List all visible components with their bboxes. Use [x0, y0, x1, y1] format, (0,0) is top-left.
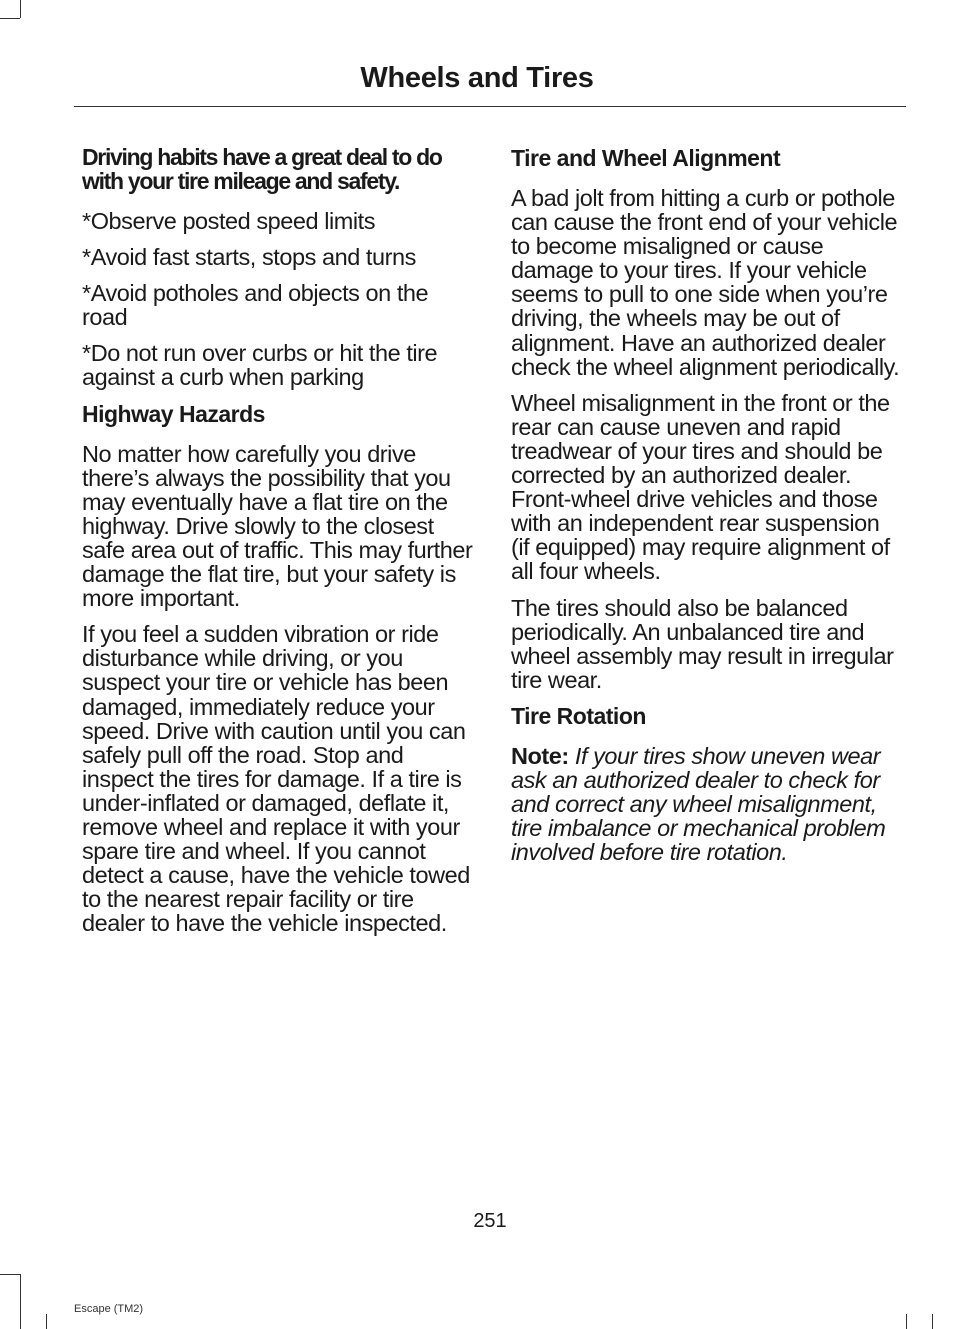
crop-mark-bottom-left-vertical	[20, 1274, 21, 1329]
alignment-paragraph-balance: The tires should also be balanced periodically. An unbalanced tire and wheel assembly may result in irregular tire wear.	[511, 594, 894, 693]
crop-mark-bottom-left-horizontal	[0, 1274, 20, 1275]
crop-mark-bottom-right-vertical	[932, 1314, 933, 1329]
crop-mark-bottom-left-tick	[46, 1314, 47, 1329]
page-title: Wheels and Tires	[360, 62, 594, 94]
driving-habits-heading: Driving habits have a great deal to do with your tire mileage and safety.	[82, 144, 442, 194]
tip-fast-starts: *Avoid fast starts, stops and turns	[82, 244, 416, 271]
page-number: 251	[473, 1210, 507, 1232]
note-label: Note:	[511, 742, 569, 769]
title-divider	[74, 106, 906, 107]
rotation-note	[511, 744, 903, 864]
left-column	[82, 145, 474, 947]
highway-paragraph-flat-tire: No matter how carefully you drive there’s always the possibility that you may eventually have a flat tire on the highway. Drive slowly to the closest safe area out of traffic. This may further damage the flat tire, but your safety is more important.	[82, 440, 473, 612]
highway-hazards-heading: Highway Hazards	[82, 400, 265, 427]
crop-mark-bottom-right-tick	[906, 1314, 907, 1329]
tire-rotation-heading: Tire Rotation	[511, 702, 646, 729]
right-column	[511, 145, 903, 876]
alignment-paragraph-misalignment: Wheel misalignment in the front or the rear can cause uneven and rapid treadwear of your tires and should be corrected by an authorized dealer. Front-wheel drive vehicles and those with an independent rear suspension (if equipped) may require alignment of all four wheels.	[511, 389, 890, 585]
tip-speed-limits: *Observe posted speed limits	[82, 208, 376, 234]
footer-model-label: Escape (TM2)	[74, 1303, 144, 1315]
alignment-heading: Tire and Wheel Alignment	[511, 145, 781, 171]
alignment-paragraph-jolt: A bad jolt from hitting a curb or pothole can cause the front end of your vehicle to become misaligned or cause damage to your tires. If your vehicle seems to pull to one side when you’re driving, the wheels may be out of alignment. Have an authorized dealer check the wheel alignment periodically.	[511, 185, 900, 380]
crop-mark-top-left-horizontal	[0, 18, 20, 19]
note-text: If your tires show uneven wear ask an authorized dealer to check for and correct any wheel misalignment, tire imbalance or mechanical problem involved before tire rotation.	[511, 742, 886, 866]
tip-curbs: *Do not run over curbs or hit the tire against a curb when parking	[82, 340, 438, 391]
crop-mark-top-left-vertical	[20, 0, 21, 18]
highway-paragraph-vibration: If you feel a sudden vibration or ride disturbance while driving, or you suspect your tire or vehicle has been damaged, immediately reduce your speed. Drive with caution until you can safely pull off the road. Stop and inspect the tires for damage. If a tire is under-inflated or damaged, deflate it, remove wheel and replace it with your spare tire and wheel. If you cannot detect a cause, have the vehicle towed to the nearest repair facility or tire dealer to have the vehicle inspected.	[82, 621, 470, 937]
tip-potholes: *Avoid potholes and objects on the road	[82, 280, 429, 331]
